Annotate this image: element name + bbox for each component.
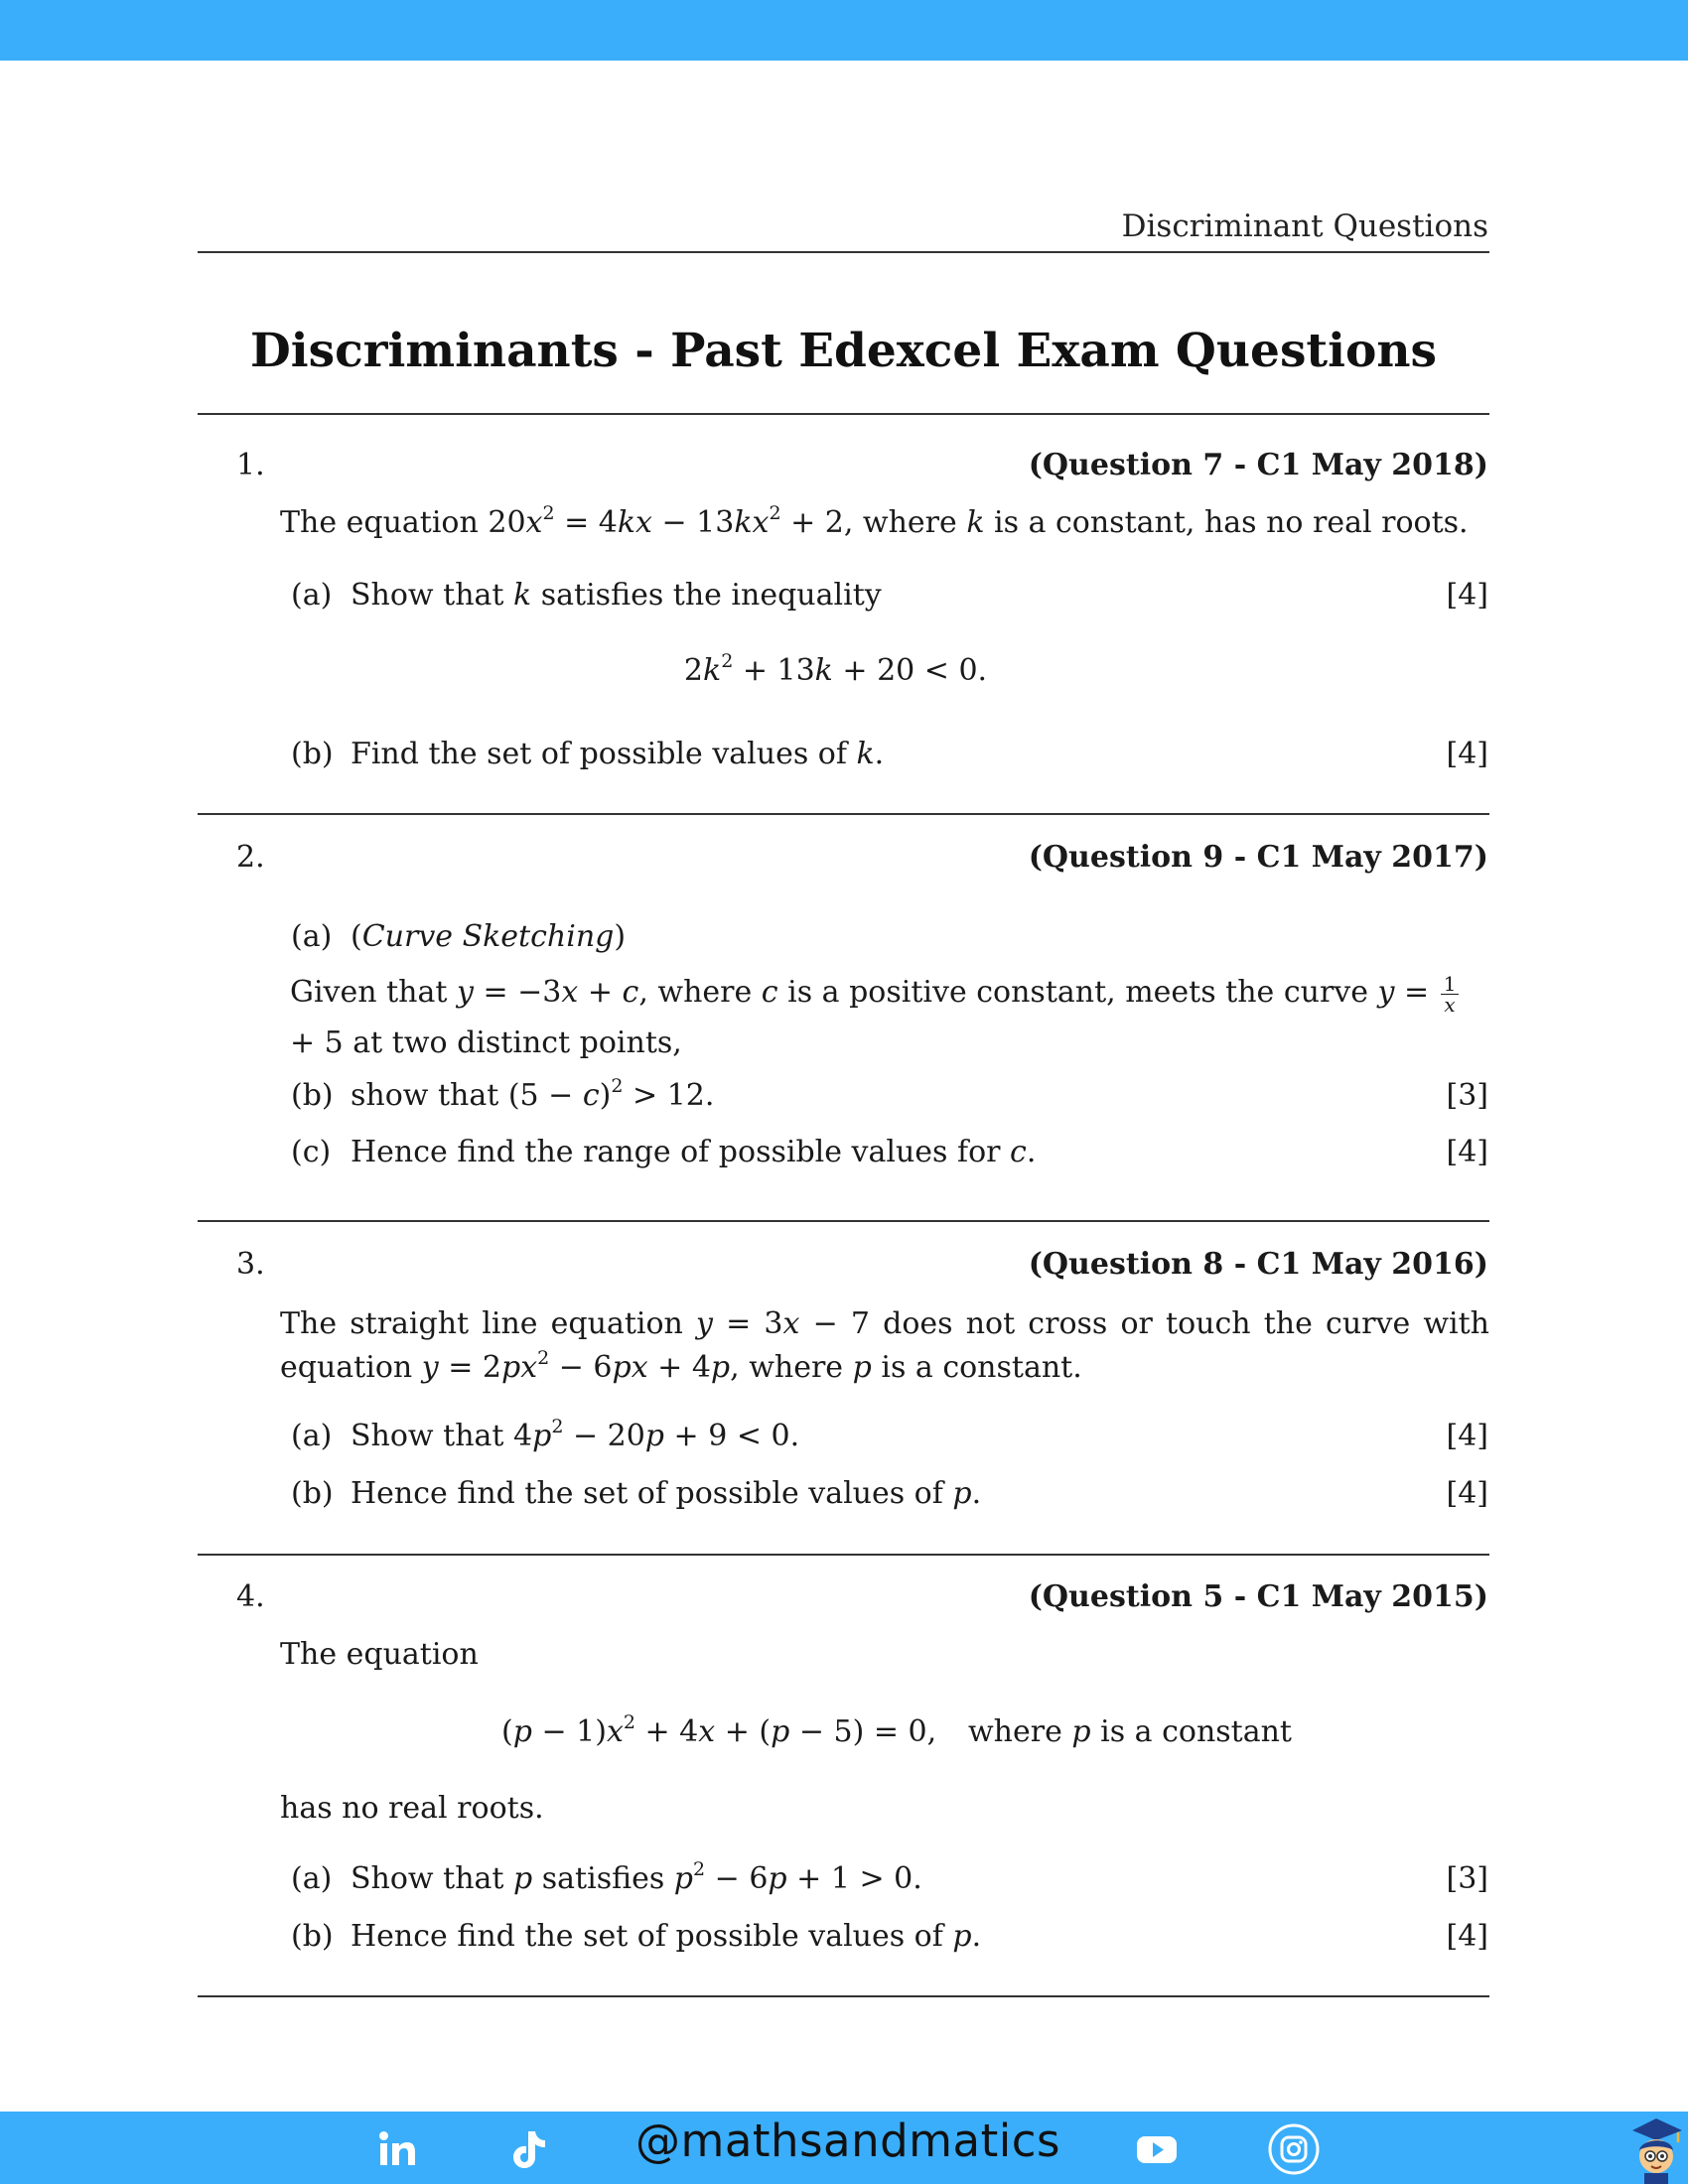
question-part: (b) Find the set of possible values of k. [291,735,884,774]
part-label: (a) [291,919,333,954]
question-number: 4. [236,1579,265,1614]
question-part: (a) Show that p satisfies $p^2 - 6p + 1 > 0$. [291,1859,922,1899]
question-part: (a) Show that $4p^2 - 20p + 9 < 0$. [291,1417,799,1456]
marks: [4] [1446,1419,1488,1453]
question-intro: The equation [280,1637,479,1672]
question-number: 1. [236,448,265,482]
question-part: (c) Hence find the range of possible values for c. [291,1133,1036,1172]
page-title: Discriminants - Past Edexcel Exam Questions [250,324,1437,378]
marks: [4] [1446,1476,1488,1511]
question-source: (Question 7 - C1 May 2018) [1028,448,1488,482]
part-label: (b) [291,1919,334,1954]
marks: [3] [1446,1861,1488,1896]
youtube-icon[interactable] [1135,2127,1179,2171]
part-label: (a) [291,1861,333,1896]
question-intro: The straight line equation y = 3x − 7 does not cross or touch the curve with equation $y = 2px^2 - 6px + 4p$, where p is a constant. [280,1306,1489,1385]
question-number: 2. [236,840,265,875]
question-part: (a) Show that k satisfies the inequality [291,576,882,615]
marks: [4] [1446,1135,1488,1169]
part-label: (b) [291,1476,334,1511]
social-handle: @mathsandmatics [635,2115,1060,2167]
marks: [4] [1446,737,1488,771]
top-color-bar [0,0,1688,61]
divider [198,1554,1489,1556]
question-source: (Question 5 - C1 May 2015) [1028,1579,1488,1614]
marks: [4] [1446,578,1488,613]
question-body: Given that y = −3x + c, where c is a positive constant, meets the curve y = $\frac{1}{x}$ + 5 at two distinct points, [290,967,1489,1068]
part-label: (a) [291,578,333,613]
divider [198,1995,1489,1997]
question-part: (b) Hence find the set of possible values of p. [291,1917,981,1957]
mascot-logo [1624,2111,1688,2184]
question-outro: has no real roots. [280,1791,544,1826]
linkedin-icon[interactable] [375,2127,419,2171]
display-note: where p is a constant [968,1714,1292,1749]
marks: [4] [1446,1919,1488,1954]
running-header: Discriminant Questions [1121,208,1488,244]
display-equation: $2k^2 + 13k + 20 < 0$. [683,650,988,688]
header-rule [198,251,1489,253]
part-label: (c) [291,1135,332,1169]
question-source: (Question 8 - C1 May 2016) [1028,1247,1488,1282]
question-part: (b) Hence find the set of possible values of p. [291,1474,981,1514]
display-equation: $(p - 1)x^2 + 4x + (p - 5) = 0$, [501,1711,937,1749]
tiktok-icon[interactable] [504,2127,548,2171]
question-intro: The equation $20x^2 = 4kx - 13kx^2 + 2$, where k is a constant, has no real roots. [280,502,1469,540]
question-source: (Question 9 - C1 May 2017) [1028,840,1488,875]
question-number: 3. [236,1247,265,1282]
divider [198,1220,1489,1222]
part-label: (a) [291,1419,333,1453]
marks: [3] [1446,1078,1488,1113]
part-label: (b) [291,1078,334,1113]
divider [198,813,1489,815]
instagram-icon[interactable] [1268,2123,1320,2175]
fraction: $\frac{1}{x}$ [1441,974,1460,1015]
part-label: (b) [291,737,334,771]
divider [198,413,1489,415]
question-part: (b) show that $(5 - c)^2 > 12$. [291,1076,714,1116]
question-part: (a) (Curve Sketching) [291,917,626,957]
